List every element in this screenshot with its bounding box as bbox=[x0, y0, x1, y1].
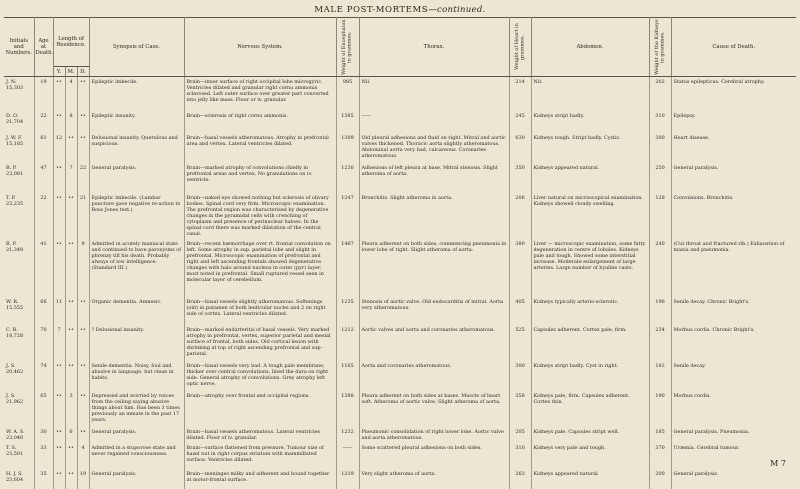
case-initials: J. S. bbox=[6, 362, 16, 369]
table-row bbox=[4, 193, 796, 239]
cell-abdomen: Kidneys stript badly. bbox=[531, 111, 649, 133]
cell-id-num bbox=[4, 133, 34, 163]
cell-res-months: •• bbox=[65, 361, 77, 391]
cell-abdomen: Capsules adherent. Cortex pale, firm. bbox=[531, 325, 649, 361]
cell-res-days: •• bbox=[77, 111, 89, 133]
cell-res-years: •• bbox=[53, 77, 65, 111]
cell-res-months: •• bbox=[65, 297, 77, 325]
cell-res-years: 11 bbox=[53, 297, 65, 325]
cell-synopsis: Admitted in acutely maniacal state and continued to have paroxysms of phrenzy till his death. Probably always of low intelligence. (Standard III.) bbox=[89, 239, 184, 297]
cell-enc-weight: 1467 bbox=[336, 239, 359, 297]
col-kidney-weight bbox=[649, 18, 671, 77]
cell-res-days: 22 bbox=[77, 163, 89, 193]
cell-id-num bbox=[4, 427, 34, 443]
cell-heart-weight: 630 bbox=[509, 133, 531, 163]
cell-enc-weight: 1388 bbox=[336, 391, 359, 427]
cell-abdomen: Kidneys pale. Capsules stript well. bbox=[531, 427, 649, 443]
cell-abdomen: Kidneys very pale and tough. bbox=[531, 443, 649, 469]
cell-id-num bbox=[4, 163, 34, 193]
cell-heart-weight: 205 bbox=[509, 427, 531, 443]
cell-res-months: 7 bbox=[65, 163, 77, 193]
cell-id-num bbox=[4, 391, 34, 427]
col-age: Age at Death. bbox=[34, 18, 53, 77]
cell-res-days: 9 bbox=[77, 239, 89, 297]
cell-kidney-weight: 196 bbox=[649, 297, 671, 325]
case-number: 15,303 bbox=[6, 85, 24, 91]
page-title-main: MALE POST-MORTEMS bbox=[314, 5, 429, 15]
cell-cause: Senile decay. Chronic Bright's. bbox=[673, 298, 750, 305]
case-initials: C. R. bbox=[6, 326, 18, 333]
cell-kidney-weight: 182 bbox=[649, 361, 671, 391]
case-initials: H. J. S. bbox=[6, 470, 23, 477]
case-number: 23,040 bbox=[6, 434, 24, 441]
post-mortem-table bbox=[4, 17, 796, 489]
cell-kidney-weight: 190 bbox=[649, 391, 671, 427]
case-number: 18,728 bbox=[6, 332, 24, 339]
cell-thorax: Adhesions of left pleura at base. Mitral stenosis. Slight atheroma of aorta. bbox=[359, 163, 509, 193]
table-row bbox=[4, 325, 796, 361]
cell-res-years: •• bbox=[53, 469, 65, 489]
col-residence: Length of Residence. bbox=[53, 18, 89, 67]
cell-thorax: Pneumonic consolidation of right lower lobe. Aortic valve and aorta atheromatous. bbox=[359, 427, 509, 443]
cell-res-months: •• bbox=[65, 239, 77, 297]
cell-nervous: Brain—basal vessels slightly atheromatous. Softenings (old) in putamen of both lenticular nuclei and 2 on right side of cortex. Lateral ventricles dilated. bbox=[184, 297, 336, 325]
cell-abdomen: Kidneys tough. Stript badly. Cystic. bbox=[531, 133, 649, 163]
case-initials: D. O. bbox=[6, 112, 19, 119]
cell-cause: Status epilepticus. Cerebral atrophy. bbox=[673, 79, 765, 85]
cell-age: 65 bbox=[34, 391, 53, 427]
cell-id-num bbox=[4, 239, 34, 297]
case-initials: J. S. bbox=[6, 392, 16, 399]
cell-cause: Heart disease. bbox=[673, 134, 710, 141]
cell-kidney-weight: 200 bbox=[649, 469, 671, 489]
cell-age: 19 bbox=[34, 77, 53, 111]
col-res-years: Y. bbox=[53, 67, 65, 77]
case-initials: T. P. bbox=[6, 194, 16, 201]
cell-abdomen: Kidneys typically arterio-sclerotic. bbox=[531, 297, 649, 325]
cell-res-days: •• bbox=[77, 297, 89, 325]
table-row bbox=[4, 239, 796, 297]
case-number: 15,185 bbox=[6, 140, 24, 147]
cell-cause: Morbus cordis. Chronic Bright's. bbox=[673, 326, 755, 333]
cell-res-years: •• bbox=[53, 193, 65, 239]
page-signature: M 7 bbox=[770, 459, 786, 468]
cell-synopsis: General paralysis. bbox=[89, 469, 184, 489]
page-title-suffix: —continued. bbox=[428, 5, 486, 15]
table-row bbox=[4, 77, 796, 111]
cell-synopsis: Depressed and worried by voices from the ceiling saying abusive things about him. Has been 3 times previously an inmate in the past 17 years. bbox=[89, 391, 184, 427]
cell-thorax: Some scattered pleural adhesions on both sides. bbox=[359, 443, 509, 469]
case-initials: W. R. bbox=[6, 298, 19, 305]
cell-id-num bbox=[4, 443, 34, 469]
cell-kidney-weight: 185 bbox=[649, 427, 671, 443]
cell-res-months: •• bbox=[65, 193, 77, 239]
col-heart-weight-label: Weight of Heart in grammes. bbox=[513, 23, 526, 71]
cell-age: 35 bbox=[34, 469, 53, 489]
case-number: 21,962 bbox=[6, 398, 24, 405]
cell-nervous: Brain—recent hæmorrhage over rt. frontal convolution on left. Some atrophy in sup. parietal lobe and slight in prefrontal. Microscopic examination of prefrontal and right and left ascending frontals showed degenerative changes with halo around nucleus in outer (pyr) layer, most noted in prefrontal. Small ruptured vessel seen in molecular layer of cerebellum. bbox=[184, 239, 336, 297]
cell-res-months: •• bbox=[65, 325, 77, 361]
cell-age: 41 bbox=[34, 239, 53, 297]
cell-kidney-weight: 128 bbox=[649, 193, 671, 239]
cell-age: 61 bbox=[34, 133, 53, 163]
cell-enc-weight: 1309 bbox=[336, 133, 359, 163]
cell-synopsis: General paralysis. bbox=[89, 427, 184, 443]
cell-nervous: Brain—sclerosis of right cornu ammonis. bbox=[184, 111, 336, 133]
cell-nervous: Brain—basal vessels very bad. A tough pale membrane, thicker over central convolutions, lined the dura on right side. General atrophy of convolutions. Grey atrophy left optic nerve. bbox=[184, 361, 336, 391]
cell-enc-weight: 1212 bbox=[336, 325, 359, 361]
cell-res-days: 4 bbox=[77, 443, 89, 469]
cell-nervous: Brain—basal vessels atheromatous. Atrophy in prefrontal area and vertex. Lateral ventricles dilated. bbox=[184, 133, 336, 163]
cell-res-days: •• bbox=[77, 325, 89, 361]
case-number: 23,235 bbox=[6, 200, 24, 207]
cell-nervous: Brain—meninges milky and adherent and bound together at motor-frontal surface. bbox=[184, 469, 336, 489]
cell-id-num bbox=[4, 325, 34, 361]
cell-age: 33 bbox=[34, 443, 53, 469]
case-initials: J. W. F. bbox=[6, 134, 23, 141]
cell-heart-weight: 214 bbox=[509, 77, 531, 111]
cell-age: 66 bbox=[34, 297, 53, 325]
cell-nervous: Brain—inner surface of right occipital lobe microgyric. Ventricles dilated and granular right cornu ammonis sclerosed. Left outer surface over greater part converted into jelly like mass. Floor or iv. granular. bbox=[184, 77, 336, 111]
col-abdomen: Abdomen. bbox=[531, 18, 649, 77]
table-row bbox=[4, 133, 796, 163]
cell-age: 22 bbox=[34, 111, 53, 133]
cell-synopsis: Organic dementia. Amnesic. bbox=[89, 297, 184, 325]
cell-abdomen: Nil. bbox=[531, 77, 649, 111]
cell-id-num bbox=[4, 77, 34, 111]
cell-enc-weight: 985 bbox=[336, 77, 359, 111]
cell-cause: Morbus cordis. bbox=[673, 392, 711, 399]
cell-cause: (Cut throat and fractured rib.) Exhaustion of mania and pneumonia. bbox=[673, 240, 785, 253]
cell-kidney-weight: 240 bbox=[649, 239, 671, 297]
case-number: 21,348 bbox=[6, 246, 24, 253]
cell-enc-weight: 1230 bbox=[336, 163, 359, 193]
col-res-days: D. bbox=[77, 67, 89, 77]
case-initials: R. P. bbox=[6, 164, 17, 171]
cell-id-num bbox=[4, 297, 34, 325]
cell-heart-weight: 350 bbox=[509, 163, 531, 193]
cell-cause: Convulsions. Bronchitis. bbox=[673, 194, 734, 201]
cell-id-num bbox=[4, 469, 34, 489]
cell-enc-weight: 1235 bbox=[336, 297, 359, 325]
cell-heart-weight: 405 bbox=[509, 297, 531, 325]
cell-abdomen: Liver natural on microscopical examination. Kidneys showed cloudy swelling. bbox=[531, 193, 649, 239]
cell-kidney-weight: 370 bbox=[649, 443, 671, 469]
col-encephalon-weight-label: Weight of Encephalon in grammes. bbox=[341, 19, 353, 75]
case-initials: T. S. bbox=[6, 444, 17, 451]
cell-synopsis: ? Delusional insanity. bbox=[89, 325, 184, 361]
cell-kidney-weight: 310 bbox=[649, 111, 671, 133]
cell-heart-weight: 380 bbox=[509, 239, 531, 297]
cell-res-months: •• bbox=[65, 469, 77, 489]
cell-res-days: •• bbox=[77, 427, 89, 443]
cell-heart-weight: 300 bbox=[509, 361, 531, 391]
col-res-months: M. bbox=[65, 67, 77, 77]
cell-abdomen: Kidneys appeared natural. bbox=[531, 163, 649, 193]
cell-age: 70 bbox=[34, 325, 53, 361]
cell-id-num bbox=[4, 193, 34, 239]
cell-res-years: 12 bbox=[53, 133, 65, 163]
cell-res-years: 7 bbox=[53, 325, 65, 361]
cell-age: 74 bbox=[34, 361, 53, 391]
cell-thorax: Nil. bbox=[359, 77, 509, 111]
table-row bbox=[4, 469, 796, 489]
cell-res-years: •• bbox=[53, 163, 65, 193]
case-number: 15,555 bbox=[6, 304, 24, 311]
cell-synopsis: Epileptic insanity. bbox=[89, 111, 184, 133]
cell-thorax: Aortic valves and aorta and coronaries atheromatous. bbox=[359, 325, 509, 361]
cell-res-months: 3 bbox=[65, 391, 77, 427]
cell-enc-weight: 1165 bbox=[336, 361, 359, 391]
col-kidney-weight-label: Weight of the Kidneys in grammes. bbox=[653, 19, 666, 75]
table-row bbox=[4, 443, 796, 469]
case-number: 21,704 bbox=[6, 118, 24, 125]
table-row bbox=[4, 427, 796, 443]
cell-abdomen: Liver — microscopic examination, some fatty degeneration in centre of lobules. Kidneys pale and tough. Showed some interstitial increase. Moderate enlargement of large arteries. Large number of hyaline casts. bbox=[531, 239, 649, 297]
cell-res-months: 6 bbox=[65, 427, 77, 443]
cell-res-days: •• bbox=[77, 391, 89, 427]
cell-res-months: 4 bbox=[65, 77, 77, 111]
cell-cause: Epilepsy. bbox=[673, 112, 696, 119]
cell-cause: General paralysis. bbox=[673, 164, 719, 171]
cell-thorax: Pleura adherent on both sides at bases. Muscle of heart soft. Atheroma of aortic valve. Slight atheroma of aorta. bbox=[359, 391, 509, 427]
cell-abdomen: Kidneys stript badly. Cyst in right. bbox=[531, 361, 649, 391]
cell-nervous: Brain—surface flattened from pressure. Tumour size of hazel nut in right corpus striatum with mammillated surface. Ventricles dilated. bbox=[184, 443, 336, 469]
cell-enc-weight: 1232 bbox=[336, 427, 359, 443]
case-initials: J. N. bbox=[6, 79, 17, 85]
cell-age: 30 bbox=[34, 427, 53, 443]
cell-res-years: •• bbox=[53, 361, 65, 391]
page-title bbox=[0, 5, 800, 15]
table-row bbox=[4, 111, 796, 133]
cell-heart-weight: 263 bbox=[509, 469, 531, 489]
cell-res-months: •• bbox=[65, 443, 77, 469]
case-number: 20,462 bbox=[6, 368, 24, 375]
cell-cause: General paralysis. bbox=[673, 470, 719, 477]
cell-nervous: Brain—naked eye showed nothing but sclerosis of olivary bodies. Spinal cord very firm. Microscopic examination. The prefrontal region was characterised by degenerative changes in the pyramidal cells with crenching of cytoplasm and presence of perinuclear haloes. In the spinal cord there was marked dilatation of the central canal. bbox=[184, 193, 336, 239]
cell-synopsis: Epileptic imbecile. (Lumbar puncture gave negative re-action to Ross Jones test.) bbox=[89, 193, 184, 239]
cell-thorax: Aorta and coronaries atheromatous. bbox=[359, 361, 509, 391]
case-initials: R. P. bbox=[6, 240, 17, 247]
case-initials: W. A. S. bbox=[6, 428, 25, 435]
cell-res-days: •• bbox=[77, 133, 89, 163]
cell-nervous: Brain—marked endarteritis of basal vessels. Very marked atrophy in prefrontal, vertex, superior parietal and mesial surface of frontal, both sides. Old cortical lesion with shrinking at top of right ascending prefrontal and sup-parietal. bbox=[184, 325, 336, 361]
cell-age: 22 bbox=[34, 193, 53, 239]
cell-abdomen: Kidneys pale, firm. Capsules adherent. Cortex thin. bbox=[531, 391, 649, 427]
cell-kidney-weight: 300 bbox=[649, 133, 671, 163]
col-initials: Initials and Numbers. bbox=[4, 18, 34, 77]
cell-cause: Uræmia. Cerebral tumour. bbox=[673, 444, 740, 451]
cell-abdomen: Kidneys appeared natural bbox=[531, 469, 649, 489]
cell-enc-weight: 1385 bbox=[336, 111, 359, 133]
cell-res-years: •• bbox=[53, 391, 65, 427]
cell-res-years: •• bbox=[53, 427, 65, 443]
col-nervous: Nervous System. bbox=[184, 18, 336, 77]
cell-res-days: 21 bbox=[77, 193, 89, 239]
cell-nervous: Brain—atrophy over frontal and occipital regions. bbox=[184, 391, 336, 427]
cell-thorax: Stenosis of aortic valve. Old endocarditis of mitral. Aorta very atheromatous. bbox=[359, 297, 509, 325]
cell-enc-weight: 1219 bbox=[336, 469, 359, 489]
cell-heart-weight: 245 bbox=[509, 111, 531, 133]
col-encephalon-weight bbox=[336, 18, 359, 77]
col-heart-weight bbox=[509, 18, 531, 77]
cell-thorax: —— bbox=[359, 111, 509, 133]
cell-id-num bbox=[4, 361, 34, 391]
cell-cause: Senile decay. bbox=[673, 362, 706, 369]
case-number: 23,081 bbox=[6, 170, 24, 177]
cell-kidney-weight: 202 bbox=[649, 77, 671, 111]
case-number: 23,501 bbox=[6, 450, 24, 457]
cell-kidney-weight: 250 bbox=[649, 163, 671, 193]
cell-thorax: Old pleural adhesions and fluid on right. Mitral and aortic valves thickened. Thoracic aorta slightly atheromatous. Abdominal aorta very bad, calcareous. Coronaries atheromatous. bbox=[359, 133, 509, 163]
cell-heart-weight: 206 bbox=[509, 193, 531, 239]
cell-id-num bbox=[4, 111, 34, 133]
table-row bbox=[4, 391, 796, 427]
cell-heart-weight: 525 bbox=[509, 325, 531, 361]
cell-res-days: •• bbox=[77, 77, 89, 111]
cell-res-years: •• bbox=[53, 239, 65, 297]
table-body bbox=[4, 77, 796, 489]
cell-res-months: 8 bbox=[65, 111, 77, 133]
cell-enc-weight: —— bbox=[336, 443, 359, 469]
cell-synopsis: Admitted in a stuporose state and never regained consciousness. bbox=[89, 443, 184, 469]
cell-age: 47 bbox=[34, 163, 53, 193]
cell-synopsis: Delusional insanity. Querulous and suspicious. bbox=[89, 133, 184, 163]
cell-res-years: •• bbox=[53, 443, 65, 469]
cell-synopsis: Epileptic imbecile. bbox=[89, 77, 184, 111]
cell-heart-weight: 358 bbox=[509, 391, 531, 427]
cell-nervous: Brain—marked atrophy of convolutions chiefly in prefrontal areas and vertex. No granulations on iv. ventricle. bbox=[184, 163, 336, 193]
cell-res-days: •• bbox=[77, 361, 89, 391]
col-synopsis: Synopsis of Case. bbox=[89, 18, 184, 77]
cell-cause: General paralysis. Pneumonia. bbox=[673, 428, 750, 435]
case-number: 23,604 bbox=[6, 476, 24, 483]
cell-res-years: •• bbox=[53, 111, 65, 133]
cell-thorax: Very slight atheroma of aorta. bbox=[359, 469, 509, 489]
col-cause: Cause of Death. bbox=[671, 18, 796, 77]
cell-res-days: 19 bbox=[77, 469, 89, 489]
cell-synopsis: Senile dementia. Noisy, foul and abusive in language, but clean in habits. bbox=[89, 361, 184, 391]
table-row bbox=[4, 297, 796, 325]
cell-enc-weight: 1247 bbox=[336, 193, 359, 239]
table-row bbox=[4, 163, 796, 193]
table-row bbox=[4, 361, 796, 391]
cell-thorax: Pleura adherent on both sides, commencing pneumonia in lower lobe of right. Slight atheroma of aorta. bbox=[359, 239, 509, 297]
cell-heart-weight: 310 bbox=[509, 443, 531, 469]
col-thorax: Thorax. bbox=[359, 18, 509, 77]
cell-thorax: Bronchitis. Slight atheroma in aorta. bbox=[359, 193, 509, 239]
cell-nervous: Brain—basal vessels atheromatous. Lateral ventricles dilated. Floor of iv. granular. bbox=[184, 427, 336, 443]
cell-kidney-weight: 234 bbox=[649, 325, 671, 361]
cell-synopsis: General paralysis. bbox=[89, 163, 184, 193]
cell-res-months: •• bbox=[65, 133, 77, 163]
